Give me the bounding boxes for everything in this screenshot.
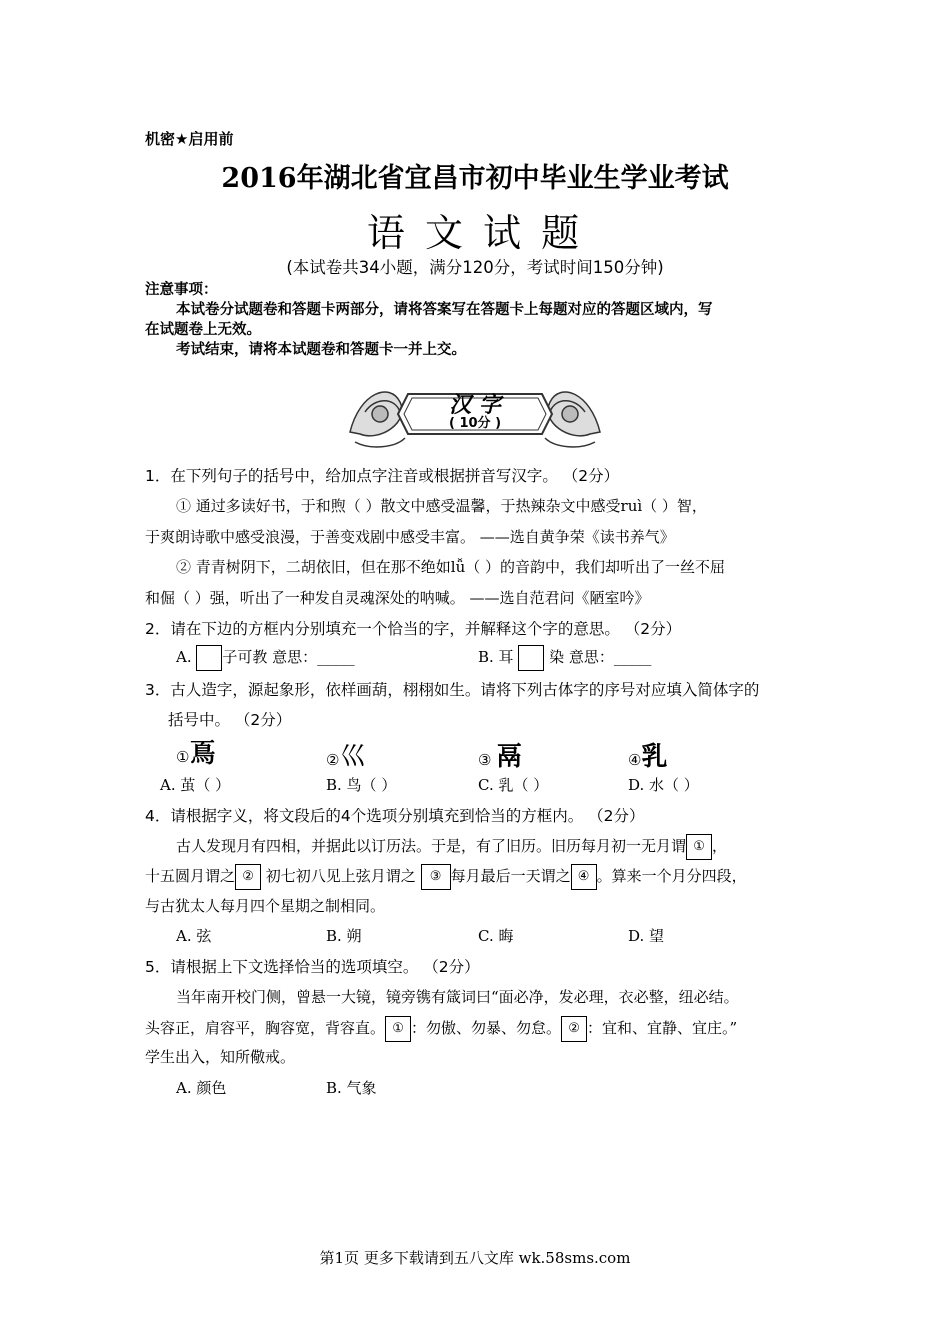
- question-4-option-c: C. 晦: [478, 927, 514, 945]
- question-3-stem: 括号中。 （2分）: [168, 711, 292, 729]
- answer-box-1[interactable]: ①: [686, 834, 712, 860]
- question-4-stem: 4．请根据字义，将文段后的4个选项分别填充到恰当的方框内。 （2分）: [145, 807, 645, 825]
- confidential-mark: 机密★启用前: [145, 130, 234, 148]
- ancient-glyph: 鬲: [496, 742, 523, 772]
- question-4-option-b: B. 朔: [326, 927, 362, 945]
- answer-box-1[interactable]: ①: [385, 1016, 411, 1042]
- section-banner: [340, 372, 610, 456]
- ancient-char-3: ③ 鬲: [478, 742, 523, 772]
- question-1-line: ② 青青树阴下，二胡依旧，但在那不绝如lǚ（ ）的音韵中，我们却听出了一丝不屈: [176, 558, 725, 576]
- question-2-option-b: [478, 645, 651, 671]
- section-score: ( 10分 ): [448, 416, 502, 431]
- question-1-stem: 1．在下列句子的括号中，给加点字注音或根据拼音写汉字。 （2分）: [145, 467, 620, 485]
- notes-line: 在试题卷上无效。: [145, 322, 261, 338]
- option-label: A.: [176, 648, 192, 666]
- notes-heading: 注意事项：: [145, 282, 218, 298]
- answer-box-3[interactable]: ③: [421, 864, 451, 890]
- question-3-option-a: A. 茧（ ）: [160, 776, 231, 794]
- notes-line: 本试卷分试题卷和答题卡两部分，请将答案写在答题卡上每题对应的答题区域内，写: [176, 302, 713, 318]
- question-5-line: 当年南开校门侧，曾悬一大镜，镜旁镌有箴词曰“面必净，发必理，衣必整，纽必结。: [176, 988, 739, 1006]
- ancient-glyph: 乳: [641, 742, 668, 772]
- ancient-char-2: ②巛: [326, 742, 366, 772]
- question-4-option-a: A. 弦: [176, 927, 212, 945]
- ancient-glyph: 𩾏: [189, 739, 216, 769]
- question-4-line: 十五圆月谓之 ② 初七初八见上弦月谓之 ③ 每月最后一天谓之 ④ 。算来一个月分四段，: [145, 864, 747, 890]
- question-4-line: 古人发现月有四相，并据此以订历法。于是，有了旧历。旧历每月初一无月谓 ① ，: [176, 834, 727, 860]
- question-3-option-c: C. 乳（ ）: [478, 776, 549, 794]
- question-3-option-d: D. 水（ ）: [628, 776, 699, 794]
- question-5-stem: 5．请根据上下文选择恰当的选项填空。 （2分）: [145, 958, 480, 976]
- question-5-line: 头容正，肩容平，胸容宽，背容直。 ① ：勿傲、勿暴、勿怠。 ② ：宜和、宜静、宜庄。”: [145, 1016, 737, 1042]
- notes-line: 考试结束，请将本试题卷和答题卡一并上交。: [176, 342, 466, 358]
- exam-title: 2016年湖北省宜昌市初中毕业生学业考试: [221, 163, 729, 194]
- question-3-stem: 3．古人造字，源起象形，依样画葫，栩栩如生。请将下列古体字的序号对应填入简体字的: [145, 681, 760, 699]
- section-title: 汉 字: [449, 392, 501, 418]
- exam-info: (本试卷共34小题，满分120分，考试时间150分钟): [286, 258, 664, 277]
- question-3-option-b: B. 鸟（ ）: [326, 776, 397, 794]
- question-1-line: ① 通过多读好书，于和煦（ ）散文中感受温馨，于热辣杂文中感受ruì（ ）智，: [176, 497, 707, 515]
- question-2-option-a: [176, 645, 355, 671]
- question-4-line: 与古犹太人每月四个星期之制相同。: [145, 897, 386, 915]
- question-5-option-b: B. 气象: [326, 1079, 377, 1097]
- ancient-char-4: ④乳: [628, 742, 668, 772]
- answer-box[interactable]: [196, 645, 222, 671]
- option-text: 子可教 意思：_____: [222, 648, 355, 666]
- question-2-stem: 2．请在下边的方框内分别填充一个恰当的字，并解释这个字的意思。 （2分）: [145, 620, 682, 638]
- question-5-option-a: A. 颜色: [176, 1079, 227, 1097]
- page-footer: 第1页 更多下载请到五八文库 wk.58sms.com: [319, 1249, 631, 1267]
- ancient-glyph: 巛: [339, 742, 366, 772]
- question-1-line: 于爽朗诗歌中感受浪漫，于善变戏剧中感受丰富。 ——选自黄争荣《读书养气》: [145, 528, 675, 546]
- ancient-char-1: ①𩾏: [176, 739, 216, 769]
- answer-box-4[interactable]: ④: [571, 864, 597, 890]
- question-4-option-d: D. 望: [628, 927, 665, 945]
- option-label: B. 耳: [478, 648, 514, 666]
- question-5-line: 学生出入，知所儆戒。: [145, 1048, 296, 1066]
- subject-title: 语 文 试 题: [366, 211, 584, 255]
- option-text: 染 意思：_____: [549, 648, 652, 666]
- answer-box-2[interactable]: ②: [561, 1016, 587, 1042]
- answer-box[interactable]: [518, 645, 544, 671]
- answer-box-2[interactable]: ②: [235, 864, 261, 890]
- question-1-line: 和倔（ ）强，听出了一种发自灵魂深处的呐喊。 ——选自范君问《陋室吟》: [145, 589, 650, 607]
